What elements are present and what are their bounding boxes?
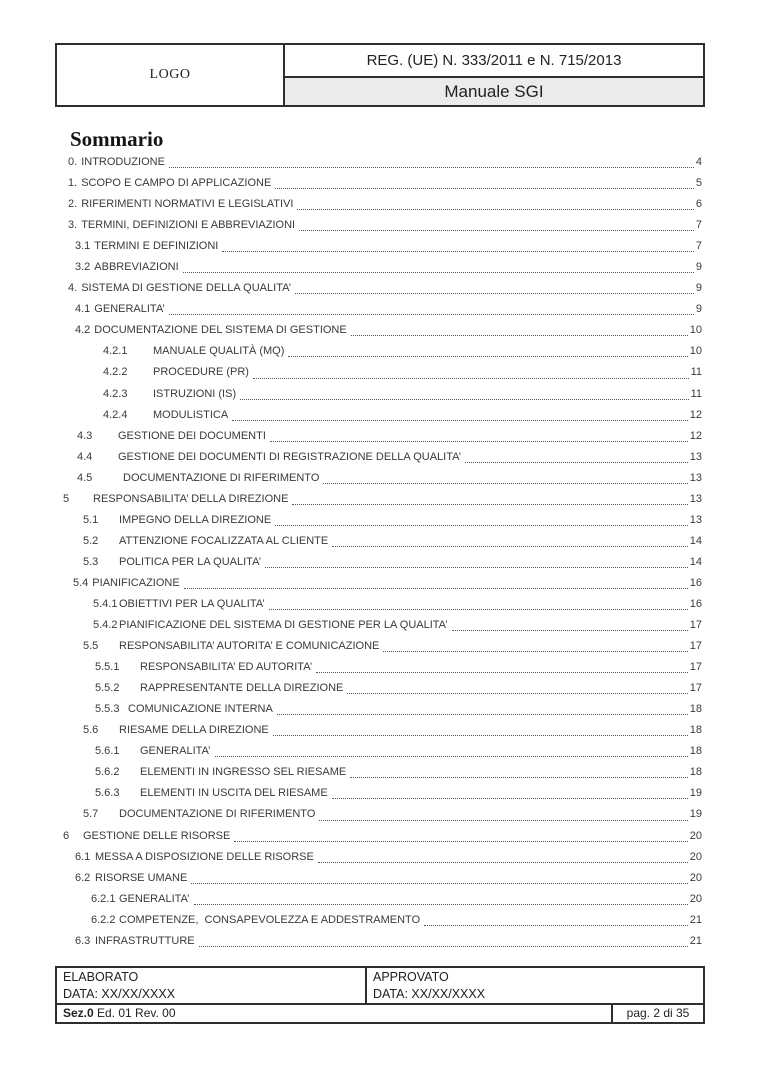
toc-entry-number: 5.4.2 <box>93 619 118 632</box>
leader-dots <box>292 504 687 505</box>
leader-dots <box>265 567 688 568</box>
leader-dots <box>275 188 694 189</box>
toc-entry-page: 17 <box>689 640 702 653</box>
toc-entry-number: 6.2.1 <box>91 892 116 905</box>
toc-entry[interactable] <box>63 573 702 594</box>
toc-entry[interactable] <box>63 320 702 341</box>
toc-entry-number: 4.2 <box>75 324 91 337</box>
toc-entry-title: GESTIONE DELLE RISORSE <box>83 829 231 842</box>
toc-entry-number: 4.2.4 <box>103 408 128 421</box>
toc-entry-title: TERMINI, DEFINIZIONI E ABBREVIAZIONI <box>81 219 296 232</box>
toc-entry-title: DOCUMENTAZIONE DI RIFERIMENTO <box>119 808 316 821</box>
leader-dots <box>332 546 688 547</box>
toc-entry-number: 6 <box>63 829 70 842</box>
toc-entry-number: 6.3 <box>75 934 91 947</box>
approvato-date: DATA: XX/XX/XXXX <box>373 987 486 1001</box>
toc-entry-number: 6.2 <box>75 871 91 884</box>
section-revision <box>57 1005 611 1022</box>
toc-entry-page: 13 <box>689 492 702 505</box>
toc-entry[interactable] <box>63 173 702 194</box>
leader-dots <box>273 735 688 736</box>
toc-entry-title: DOCUMENTAZIONE DI RIFERIMENTO <box>123 471 320 484</box>
document-footer <box>55 966 705 1024</box>
toc-entry-title: PIANIFICAZIONE DEL SISTEMA DI GESTIONE PER LA QUALITA’ <box>119 619 448 632</box>
toc-entry-page: 11 <box>690 366 702 379</box>
toc-entry-page: 9 <box>695 303 702 316</box>
approvato-cell <box>367 968 703 1003</box>
toc-entry-page: 16 <box>689 576 702 589</box>
toc-entry-number: 6.2.2 <box>91 913 116 926</box>
toc-entry-number: 4.4 <box>77 450 93 463</box>
toc-entry[interactable] <box>63 299 702 320</box>
toc-entry-title: ABBREVIAZIONI <box>94 261 179 274</box>
toc-entry-number: 5.5.2 <box>95 682 120 695</box>
toc-entry-page: 18 <box>689 703 702 716</box>
toc-entry-title: GESTIONE DEI DOCUMENTI <box>118 429 266 442</box>
toc-entry-number: 5 <box>63 492 70 505</box>
leader-dots <box>169 167 694 168</box>
toc-entry-number: 5.1 <box>83 513 99 526</box>
leader-dots <box>350 777 688 778</box>
elaborato-label: ELABORATO <box>63 970 139 984</box>
leader-dots <box>465 462 688 463</box>
toc-entry-page: 7 <box>695 219 702 232</box>
toc-entry-title: RESPONSABILITA’ ED AUTORITA’ <box>140 661 313 674</box>
leader-dots <box>351 335 688 336</box>
toc-entry-title: RESPONSABILITA’ AUTORITA’ E COMUNICAZIONE <box>119 640 380 653</box>
toc-entry-page: 18 <box>689 745 702 758</box>
toc-entry-title: MODULISTICA <box>153 408 229 421</box>
toc-entry[interactable] <box>63 426 702 447</box>
toc-entry[interactable] <box>63 384 702 405</box>
toc-entry-title: DOCUMENTAZIONE DEL SISTEMA DI GESTIONE <box>94 324 347 337</box>
leader-dots <box>347 693 687 694</box>
toc-entry[interactable] <box>63 447 702 468</box>
toc-entry-page: 20 <box>689 892 702 905</box>
toc-entry-title: MESSA A DISPOSIZIONE DELLE RISORSE <box>95 850 314 863</box>
toc-entry-number: 4.2.2 <box>103 366 128 379</box>
toc-entry-page: 5 <box>695 177 702 190</box>
approvato-label: APPROVATO <box>373 970 449 984</box>
toc-entry[interactable] <box>63 236 702 257</box>
toc-entry-title: INFRASTRUTTURE <box>95 934 195 947</box>
toc-entry-number: 5.6 <box>83 724 99 737</box>
toc-entry[interactable] <box>63 868 702 889</box>
toc-entry-title: RAPPRESENTANTE DELLA DIREZIONE <box>140 682 344 695</box>
leader-dots <box>383 651 687 652</box>
leader-dots <box>191 883 687 884</box>
toc-entry-page: 19 <box>689 787 702 800</box>
toc-entry[interactable] <box>63 510 702 531</box>
leader-dots <box>424 925 688 926</box>
toc-entry-page: 21 <box>689 934 702 947</box>
leader-dots <box>318 862 688 863</box>
leader-dots <box>270 441 688 442</box>
toc-entry-page: 9 <box>695 261 702 274</box>
toc-entry-page: 13 <box>689 450 702 463</box>
toc-entry-title: OBIETTIVI PER LA QUALITA’ <box>119 597 265 610</box>
leader-dots <box>240 399 688 400</box>
leader-dots <box>194 904 688 905</box>
toc-entry[interactable] <box>63 910 702 931</box>
footer-signature-row <box>57 968 703 1005</box>
toc-entry[interactable] <box>63 194 702 215</box>
leader-dots <box>253 378 689 379</box>
toc-entry-number: 5.7 <box>83 808 99 821</box>
toc-entry-number: 5.6.1 <box>95 745 120 758</box>
toc-entry-title: RIFERIMENTI NORMATIVI E LEGISLATIVI <box>81 198 294 211</box>
toc-entry-title: GENERALITA’ <box>94 303 165 316</box>
leader-dots <box>452 630 688 631</box>
toc-entry-title: COMUNICAZIONE INTERNA <box>128 703 273 716</box>
toc-entry-number: 5.5.3 <box>95 703 120 716</box>
toc-entry-number: 5.3 <box>83 555 99 568</box>
toc-entry-page: 9 <box>695 282 702 295</box>
toc-entry-page: 4 <box>695 156 702 168</box>
logo-placeholder: LOGO <box>57 45 285 105</box>
toc-entry-title: RESPONSABILITA’ DELLA DIREZIONE <box>93 492 289 505</box>
toc-entry-number: 4.5 <box>77 471 93 484</box>
toc-entry-number: 5.6.3 <box>95 787 120 800</box>
leader-dots <box>299 230 694 231</box>
toc-entry-page: 14 <box>689 555 702 568</box>
section-label: Sez.0 <box>63 1006 94 1020</box>
toc-entry-number: 3. <box>68 219 78 232</box>
header-right-column <box>285 45 703 105</box>
elaborato-cell <box>57 968 367 1003</box>
toc-entry[interactable] <box>63 468 702 489</box>
toc-entry-title: INTRODUZIONE <box>81 156 165 168</box>
leader-dots <box>183 272 694 273</box>
toc-entry[interactable] <box>63 889 702 910</box>
toc-heading: Sommario <box>70 127 164 151</box>
leader-dots <box>234 841 687 842</box>
toc-entry[interactable] <box>63 678 702 699</box>
leader-dots <box>275 525 688 526</box>
leader-dots <box>288 356 687 357</box>
toc-entry-page: 18 <box>689 724 702 737</box>
table-of-contents <box>63 152 702 952</box>
toc-entry-number: 3.2 <box>75 261 91 274</box>
toc-entry-page: 13 <box>689 471 702 484</box>
toc-entry-page: 14 <box>689 534 702 547</box>
toc-entry-number: 5.4.1 <box>93 597 118 610</box>
toc-entry-title: COMPETENZE, CONSAPEVOLEZZA E ADDESTRAMENTO <box>119 913 421 926</box>
toc-entry[interactable] <box>63 657 702 678</box>
toc-entry-title: GENERALITA’ <box>119 892 190 905</box>
toc-entry[interactable] <box>63 489 702 510</box>
toc-entry-page: 19 <box>689 808 702 821</box>
toc-entry-page: 10 <box>689 324 702 337</box>
manual-title: Manuale SGI <box>285 78 703 105</box>
toc-entry-title: RIESAME DELLA DIREZIONE <box>119 724 269 737</box>
toc-entry-title: SISTEMA DI GESTIONE DELLA QUALITA’ <box>81 282 292 295</box>
toc-entry-title: PROCEDURE (PR) <box>153 366 249 379</box>
toc-entry-number: 4.3 <box>77 429 93 442</box>
leader-dots <box>316 672 688 673</box>
toc-entry-title: GESTIONE DEI DOCUMENTI DI REGISTRAZIONE DELLA QUALITA’ <box>118 450 462 463</box>
toc-entry[interactable] <box>63 341 702 362</box>
regulation-title: REG. (UE) N. 333/2011 e N. 715/2013 <box>285 45 703 78</box>
toc-entry-page: 12 <box>689 429 702 442</box>
footer-revision-row <box>57 1005 703 1022</box>
toc-entry[interactable] <box>63 152 702 173</box>
toc-entry-title: RISORSE UMANE <box>95 871 188 884</box>
toc-entry-number: 5.6.2 <box>95 766 120 779</box>
toc-entry-number: 5.2 <box>83 534 99 547</box>
toc-entry-number: 1. <box>68 177 78 190</box>
toc-entry-title: ELEMENTI IN INGRESSO SEL RIESAME <box>140 766 347 779</box>
leader-dots <box>269 609 688 610</box>
toc-entry[interactable] <box>63 362 702 383</box>
toc-entry-page: 17 <box>689 682 702 695</box>
toc-entry[interactable] <box>63 636 702 657</box>
toc-entry[interactable] <box>63 531 702 552</box>
toc-entry-number: 4. <box>68 282 78 295</box>
toc-entry-number: 4.2.3 <box>103 387 128 400</box>
toc-entry-page: 21 <box>689 913 702 926</box>
toc-entry[interactable] <box>63 741 702 762</box>
toc-entry-number: 5.5.1 <box>95 661 120 674</box>
toc-entry-page: 6 <box>695 198 702 211</box>
page-indicator: pag. 2 di 35 <box>611 1005 703 1022</box>
toc-entry-page: 17 <box>689 661 702 674</box>
toc-entry[interactable] <box>63 215 702 236</box>
leader-dots <box>332 798 688 799</box>
toc-entry-page: 7 <box>695 240 702 253</box>
toc-entry[interactable] <box>63 699 702 720</box>
toc-entry-page: 13 <box>689 513 702 526</box>
toc-entry-number: 2. <box>68 198 78 211</box>
toc-entry-title: POLITICA PER LA QUALITA’ <box>119 555 262 568</box>
toc-entry-title: ELEMENTI IN USCITA DEL RIESAME <box>140 787 328 800</box>
leader-dots <box>184 588 688 589</box>
toc-entry[interactable] <box>63 847 702 868</box>
toc-entry-title: GENERALITA’ <box>140 745 211 758</box>
toc-entry-page: 11 <box>690 387 702 400</box>
toc-entry[interactable] <box>63 720 702 741</box>
toc-entry-number: 3.1 <box>75 240 91 253</box>
toc-entry-page: 18 <box>689 766 702 779</box>
toc-entry-title: ATTENZIONE FOCALIZZATA AL CLIENTE <box>119 534 329 547</box>
toc-entry-number: 4.1 <box>75 303 91 316</box>
toc-entry[interactable] <box>63 615 702 636</box>
toc-entry[interactable] <box>63 257 702 278</box>
leader-dots <box>295 293 694 294</box>
toc-entry[interactable] <box>63 594 702 615</box>
leader-dots <box>319 820 687 821</box>
toc-entry-title: MANUALE QUALITÀ (MQ) <box>153 345 285 358</box>
leader-dots <box>297 209 693 210</box>
toc-entry-number: 4.2.1 <box>103 345 128 358</box>
toc-entry-page: 10 <box>689 345 702 358</box>
toc-entry-number: 5.4 <box>73 576 89 589</box>
toc-entry[interactable] <box>63 826 702 847</box>
toc-entry[interactable] <box>63 931 702 952</box>
toc-entry-title: TERMINI E DEFINIZIONI <box>94 240 219 253</box>
toc-entry[interactable] <box>63 804 702 825</box>
edition-revision-label: Ed. 01 Rev. 00 <box>93 1006 176 1020</box>
toc-entry-title: SCOPO E CAMPO DI APPLICAZIONE <box>81 177 272 190</box>
elaborato-date: DATA: XX/XX/XXXX <box>63 987 176 1001</box>
leader-dots <box>222 251 694 252</box>
toc-entry-title: PIANIFICAZIONE <box>92 576 180 589</box>
toc-entry-page: 17 <box>689 619 702 632</box>
leader-dots <box>232 420 688 421</box>
toc-entry-page: 16 <box>689 597 702 610</box>
toc-entry[interactable] <box>63 278 702 299</box>
leader-dots <box>323 483 687 484</box>
toc-entry[interactable] <box>63 783 702 804</box>
toc-entry-page: 20 <box>689 829 702 842</box>
toc-entry[interactable] <box>63 552 702 573</box>
toc-entry-page: 20 <box>689 871 702 884</box>
toc-entry-number: 6.1 <box>75 850 91 863</box>
toc-entry[interactable] <box>63 405 702 426</box>
toc-entry-page: 12 <box>689 408 702 421</box>
toc-entry[interactable] <box>63 762 702 783</box>
leader-dots <box>199 946 688 947</box>
toc-entry-number: 5.5 <box>83 640 99 653</box>
toc-entry-number: 0. <box>68 156 78 168</box>
document-header <box>55 43 705 107</box>
toc-entry-page: 20 <box>689 850 702 863</box>
toc-entry-title: ISTRUZIONI (IS) <box>153 387 237 400</box>
leader-dots <box>215 756 688 757</box>
toc-entry-title: IMPEGNO DELLA DIREZIONE <box>119 513 272 526</box>
leader-dots <box>277 714 688 715</box>
leader-dots <box>169 314 694 315</box>
